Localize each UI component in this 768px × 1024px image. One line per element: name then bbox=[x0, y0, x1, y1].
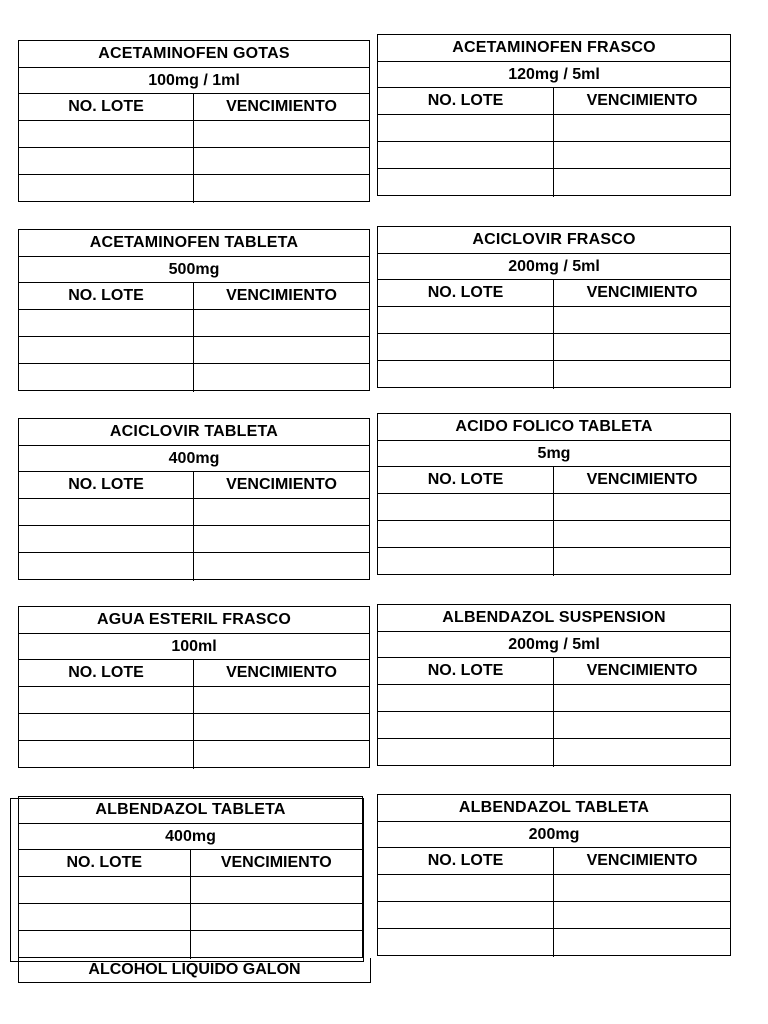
vencimiento-entry-cell[interactable] bbox=[554, 307, 730, 334]
card-title: ACICLOVIR TABLETA bbox=[19, 419, 369, 446]
lote-entry-cell[interactable] bbox=[378, 334, 554, 361]
overflow-label-title: ALCOHOL LIQUIDO GALON bbox=[18, 958, 371, 983]
label-card bbox=[377, 34, 731, 196]
card-dose: 200mg / 5ml bbox=[378, 632, 730, 658]
lote-header: NO. LOTE bbox=[378, 658, 554, 685]
lote-entry-cell[interactable] bbox=[378, 169, 554, 197]
vencimiento-header: VENCIMIENTO bbox=[554, 280, 730, 307]
card-title: ACETAMINOFEN TABLETA bbox=[19, 230, 369, 257]
lote-entry-cell[interactable] bbox=[378, 115, 554, 142]
card-title: ALBENDAZOL SUSPENSION bbox=[378, 605, 730, 632]
vencimiento-header: VENCIMIENTO bbox=[554, 658, 730, 685]
card-title: ALBENDAZOL TABLETA bbox=[19, 797, 362, 824]
lote-entry-cell[interactable] bbox=[378, 548, 554, 576]
card-dose: 200mg bbox=[378, 822, 730, 848]
lote-header: NO. LOTE bbox=[19, 850, 191, 877]
lote-entry-cell[interactable] bbox=[378, 307, 554, 334]
lote-header: NO. LOTE bbox=[19, 283, 194, 310]
lote-entry-cell[interactable] bbox=[378, 494, 554, 521]
label-card bbox=[377, 226, 731, 388]
lote-entry-cell[interactable] bbox=[378, 929, 554, 957]
lote-header: NO. LOTE bbox=[378, 88, 554, 115]
label-card bbox=[18, 229, 370, 391]
lote-entry-cell[interactable] bbox=[19, 148, 194, 175]
card-dose: 200mg / 5ml bbox=[378, 254, 730, 280]
lote-entry-cell[interactable] bbox=[19, 687, 194, 714]
vencimiento-header: VENCIMIENTO bbox=[194, 94, 369, 121]
lote-entry-cell[interactable] bbox=[19, 931, 191, 959]
card-dose: 5mg bbox=[378, 441, 730, 467]
lote-entry-cell[interactable] bbox=[19, 175, 194, 203]
vencimiento-entry-cell[interactable] bbox=[194, 310, 369, 337]
vencimiento-entry-cell[interactable] bbox=[554, 739, 730, 767]
lote-entry-cell[interactable] bbox=[378, 875, 554, 902]
vencimiento-entry-cell[interactable] bbox=[554, 494, 730, 521]
lote-entry-cell[interactable] bbox=[19, 526, 194, 553]
lote-entry-cell[interactable] bbox=[19, 364, 194, 392]
lote-entry-cell[interactable] bbox=[19, 499, 194, 526]
vencimiento-entry-cell[interactable] bbox=[554, 142, 730, 169]
lote-entry-cell[interactable] bbox=[378, 685, 554, 712]
label-card bbox=[18, 606, 370, 768]
label-card bbox=[377, 794, 731, 956]
vencimiento-header: VENCIMIENTO bbox=[194, 283, 369, 310]
vencimiento-entry-cell[interactable] bbox=[191, 904, 363, 931]
vencimiento-entry-cell[interactable] bbox=[554, 685, 730, 712]
lote-entry-cell[interactable] bbox=[378, 361, 554, 389]
lote-entry-cell[interactable] bbox=[19, 553, 194, 581]
vencimiento-entry-cell[interactable] bbox=[194, 526, 369, 553]
vencimiento-entry-cell[interactable] bbox=[554, 521, 730, 548]
vencimiento-entry-cell[interactable] bbox=[194, 148, 369, 175]
lote-header: NO. LOTE bbox=[378, 467, 554, 494]
card-dose: 100ml bbox=[19, 634, 369, 660]
lote-entry-cell[interactable] bbox=[19, 877, 191, 904]
lote-entry-cell[interactable] bbox=[19, 904, 191, 931]
lote-entry-cell[interactable] bbox=[19, 337, 194, 364]
vencimiento-entry-cell[interactable] bbox=[554, 548, 730, 576]
vencimiento-entry-cell[interactable] bbox=[554, 334, 730, 361]
lote-header: NO. LOTE bbox=[19, 660, 194, 687]
label-card bbox=[377, 604, 731, 766]
label-card bbox=[18, 796, 363, 958]
card-dose: 100mg / 1ml bbox=[19, 68, 369, 94]
lote-entry-cell[interactable] bbox=[378, 142, 554, 169]
vencimiento-entry-cell[interactable] bbox=[191, 877, 363, 904]
vencimiento-entry-cell[interactable] bbox=[554, 902, 730, 929]
lote-entry-cell[interactable] bbox=[378, 521, 554, 548]
vencimiento-entry-cell[interactable] bbox=[194, 714, 369, 741]
vencimiento-entry-cell[interactable] bbox=[194, 499, 369, 526]
vencimiento-entry-cell[interactable] bbox=[194, 553, 369, 581]
card-title: ALBENDAZOL TABLETA bbox=[378, 795, 730, 822]
vencimiento-entry-cell[interactable] bbox=[194, 364, 369, 392]
vencimiento-entry-cell[interactable] bbox=[554, 115, 730, 142]
vencimiento-header: VENCIMIENTO bbox=[554, 88, 730, 115]
lote-header: NO. LOTE bbox=[378, 280, 554, 307]
card-dose: 400mg bbox=[19, 446, 369, 472]
lote-entry-cell[interactable] bbox=[19, 741, 194, 769]
label-card bbox=[18, 40, 370, 202]
vencimiento-entry-cell[interactable] bbox=[194, 687, 369, 714]
lote-entry-cell[interactable] bbox=[378, 902, 554, 929]
vencimiento-entry-cell[interactable] bbox=[554, 875, 730, 902]
lote-header: NO. LOTE bbox=[378, 848, 554, 875]
vencimiento-entry-cell[interactable] bbox=[554, 361, 730, 389]
vencimiento-entry-cell[interactable] bbox=[194, 121, 369, 148]
lote-entry-cell[interactable] bbox=[19, 714, 194, 741]
lote-entry-cell[interactable] bbox=[19, 121, 194, 148]
card-dose: 500mg bbox=[19, 257, 369, 283]
vencimiento-header: VENCIMIENTO bbox=[554, 467, 730, 494]
vencimiento-entry-cell[interactable] bbox=[554, 712, 730, 739]
vencimiento-header: VENCIMIENTO bbox=[554, 848, 730, 875]
vencimiento-entry-cell[interactable] bbox=[194, 175, 369, 203]
vencimiento-entry-cell[interactable] bbox=[194, 337, 369, 364]
lote-header: NO. LOTE bbox=[19, 94, 194, 121]
vencimiento-entry-cell[interactable] bbox=[194, 741, 369, 769]
vencimiento-entry-cell[interactable] bbox=[191, 931, 363, 959]
card-title: ACETAMINOFEN FRASCO bbox=[378, 35, 730, 62]
lote-entry-cell[interactable] bbox=[19, 310, 194, 337]
card-dose: 120mg / 5ml bbox=[378, 62, 730, 88]
label-card bbox=[18, 418, 370, 580]
vencimiento-header: VENCIMIENTO bbox=[191, 850, 363, 877]
card-dose: 400mg bbox=[19, 824, 362, 850]
lote-entry-cell[interactable] bbox=[378, 712, 554, 739]
vencimiento-entry-cell[interactable] bbox=[554, 169, 730, 197]
vencimiento-header: VENCIMIENTO bbox=[194, 660, 369, 687]
card-title: AGUA ESTERIL FRASCO bbox=[19, 607, 369, 634]
vencimiento-entry-cell[interactable] bbox=[554, 929, 730, 957]
card-title: ACICLOVIR FRASCO bbox=[378, 227, 730, 254]
lote-entry-cell[interactable] bbox=[378, 739, 554, 767]
vencimiento-header: VENCIMIENTO bbox=[194, 472, 369, 499]
card-title: ACETAMINOFEN GOTAS bbox=[19, 41, 369, 68]
label-card bbox=[377, 413, 731, 575]
card-title: ACIDO FOLICO TABLETA bbox=[378, 414, 730, 441]
lote-header: NO. LOTE bbox=[19, 472, 194, 499]
